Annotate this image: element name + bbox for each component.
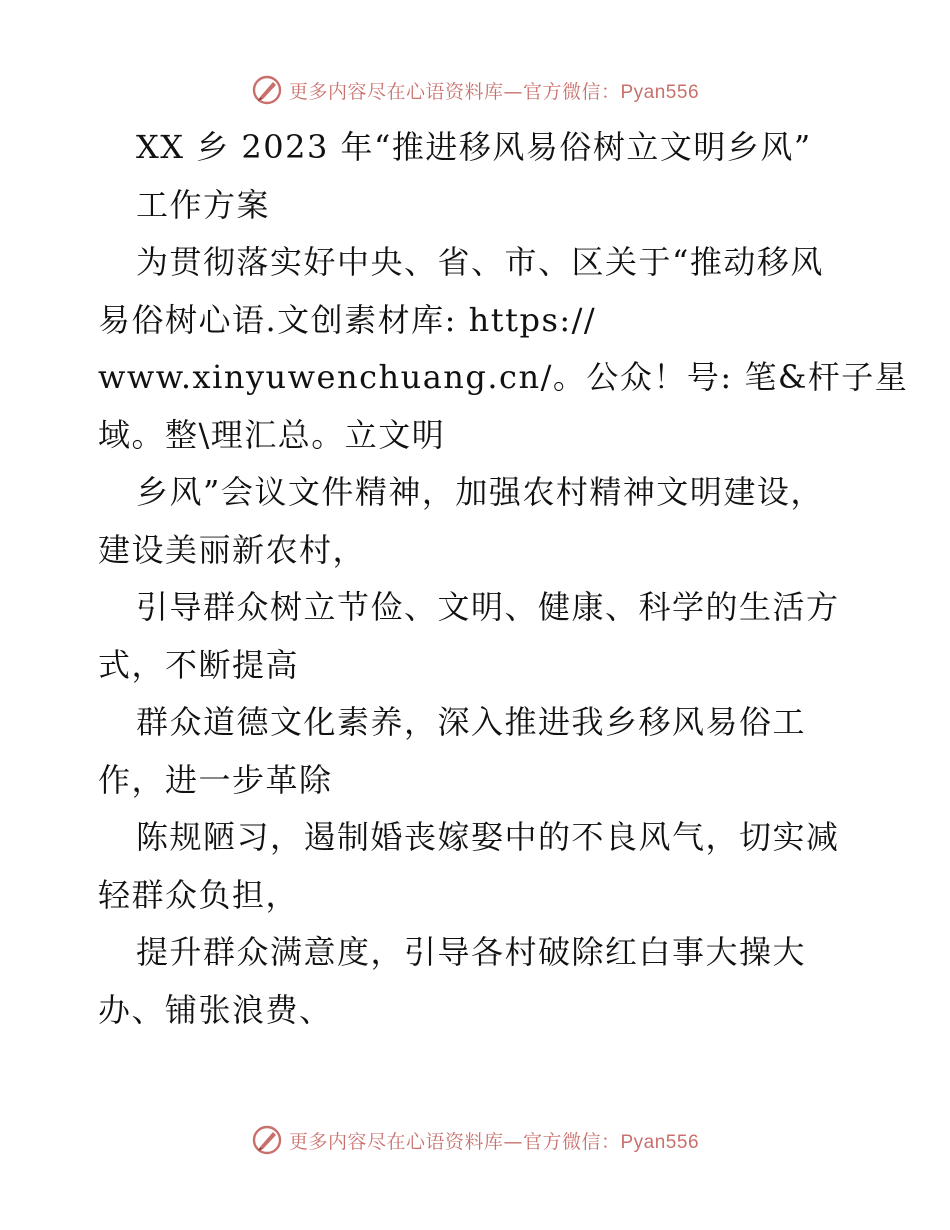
title-line-1: XX 乡 2023 年“推进移风易俗树立文明乡风” <box>136 128 812 166</box>
watermark-text: 更多内容尽在心语资料库—官方微信：Pyan556 <box>288 1130 700 1153</box>
paragraph-line: 乡风”会议文件精神，加强农村精神文明建设， <box>136 473 824 511</box>
paragraph-line: 域。整\理汇总。立文明 <box>98 415 446 454</box>
paragraph-line: 引导群众树立节俭、文明、健康、科学的生活方 <box>136 588 840 626</box>
paragraph-line: 作，进一步革除 <box>98 760 333 799</box>
watermark-text: 更多内容尽在心语资料库—官方微信：Pyan556 <box>288 80 700 103</box>
paragraph-line: 群众道德文化素养，深入推进我乡移风易俗工 <box>136 703 807 741</box>
watermark-banner-bottom <box>0 1120 950 1160</box>
paragraph-line: 为贯彻落实好中央、省、市、区关于“推动移风 <box>136 243 824 281</box>
paragraph-line: www.xinyuwenchuang.cn/。公众！号: 笔&杆子星 <box>98 358 909 396</box>
paragraph-line: 陈规陋习，遏制婚丧嫁娶中的不良风气，切实减 <box>136 818 840 856</box>
paragraph-line: 办、铺张浪费、 <box>98 990 333 1029</box>
document-body <box>98 119 909 1039</box>
quill-pen-logo-icon <box>251 1124 283 1156</box>
paragraph-line: 提升群众满意度，引导各村破除红白事大操大 <box>136 933 807 971</box>
watermark-banner-top <box>0 70 950 110</box>
paragraph-line: 式，不断提高 <box>98 645 300 684</box>
paragraph-line: 轻群众负担， <box>98 875 300 914</box>
paragraph-line: 建设美丽新农村， <box>98 530 367 569</box>
paragraph-line: 易俗树心语.文创素材库: https:// <box>98 300 597 339</box>
title-line-2: 工作方案 <box>136 185 271 224</box>
quill-pen-logo-icon <box>251 74 283 106</box>
